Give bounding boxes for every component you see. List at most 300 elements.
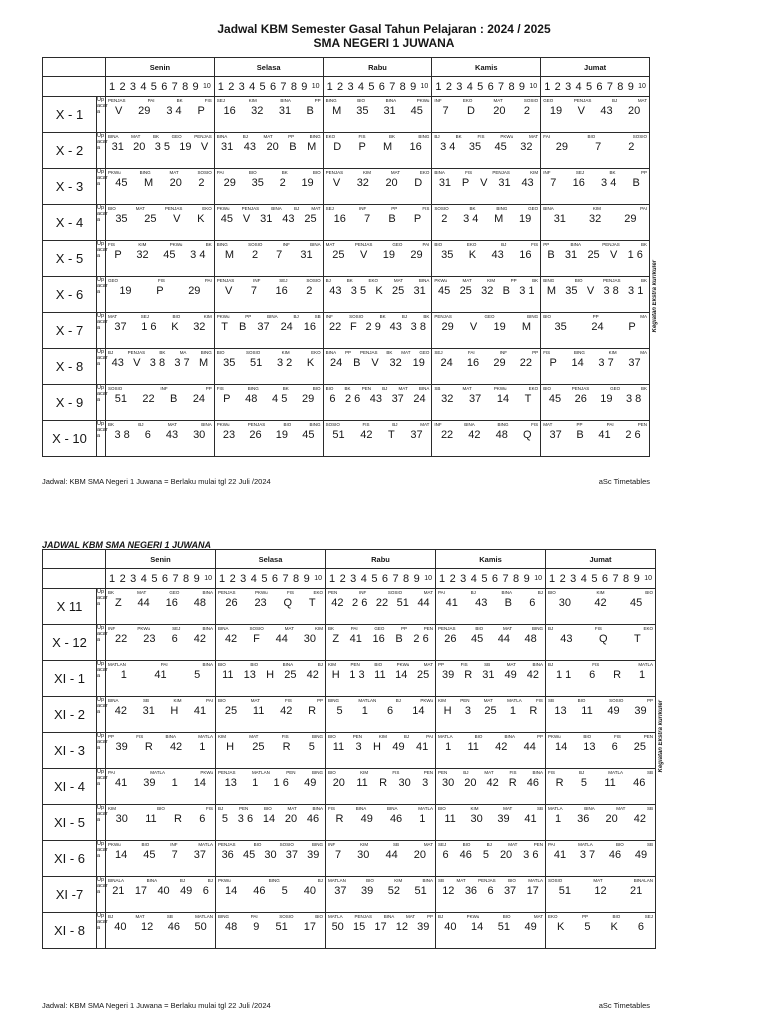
class-row bbox=[43, 769, 656, 805]
schedule-cell bbox=[106, 205, 215, 241]
up-label-part: acar bbox=[97, 667, 108, 673]
teacher-code: V bbox=[242, 213, 251, 225]
schedule-cell bbox=[326, 877, 436, 913]
teacher-codes bbox=[215, 213, 323, 225]
subject-code: KIM bbox=[138, 242, 147, 247]
teacher-code: 41 bbox=[553, 849, 567, 861]
teacher-code: 32 bbox=[441, 393, 454, 405]
teacher-code: 49 bbox=[392, 741, 405, 753]
class-row bbox=[43, 349, 650, 385]
subject-code: SB bbox=[536, 806, 543, 811]
teacher-code: P bbox=[197, 105, 205, 117]
teacher-code: 11 bbox=[252, 705, 265, 717]
subject-code: FIS bbox=[392, 770, 400, 775]
subject-labels bbox=[436, 913, 545, 921]
teacher-code: 7 bbox=[364, 213, 371, 225]
teacher-codes bbox=[326, 633, 435, 645]
period-numbers bbox=[432, 77, 541, 97]
schedule-cell bbox=[214, 349, 323, 385]
teacher-code: 19 bbox=[301, 177, 314, 189]
schedule-cell bbox=[214, 421, 323, 457]
teacher-code: 45 bbox=[630, 597, 643, 609]
teacher-codes bbox=[436, 813, 545, 825]
subject-code: BK bbox=[640, 242, 647, 247]
teacher-codes bbox=[432, 177, 540, 189]
teacher-code: 24 bbox=[330, 357, 343, 369]
subject-code: PP bbox=[576, 422, 583, 427]
subject-code: BJ bbox=[579, 770, 585, 775]
period-number: 9 bbox=[303, 572, 310, 585]
subject-code: MA bbox=[640, 314, 647, 319]
teacher-code: B bbox=[388, 213, 396, 225]
teacher-code: 3 bbox=[355, 741, 362, 753]
teacher-code: 14 bbox=[395, 669, 408, 681]
day-header-row bbox=[43, 58, 650, 77]
teacher-code: 45 bbox=[438, 285, 451, 297]
subject-code: PENJAS bbox=[602, 242, 620, 247]
subject-code: MAT bbox=[250, 698, 260, 703]
teacher-codes bbox=[106, 669, 215, 681]
subject-code: PP bbox=[245, 314, 252, 319]
period-number: 6 bbox=[269, 80, 277, 93]
class-name: XI - 6 bbox=[43, 841, 97, 877]
teacher-code: 3 8 bbox=[114, 429, 130, 441]
footer-note-2: Jadwal: KBM SMA Negeri 1 Juwana = Berlaku mulai tgl 22 Juli /2024 bbox=[42, 1001, 271, 1010]
teacher-code: 16 bbox=[303, 321, 317, 333]
subject-code: MATLA bbox=[418, 806, 433, 811]
subject-code: KIM bbox=[592, 206, 601, 211]
teacher-codes bbox=[326, 741, 435, 753]
teacher-code: 1 6 bbox=[141, 321, 157, 333]
up-label-part: a bbox=[97, 181, 101, 187]
teacher-code: 3 7 bbox=[598, 357, 614, 369]
period-number: 7 bbox=[172, 572, 179, 585]
teacher-code: 17 bbox=[374, 921, 387, 933]
subject-code: PEN bbox=[328, 590, 338, 595]
subject-code: EKO bbox=[643, 626, 653, 631]
teacher-code: 45 bbox=[242, 849, 256, 861]
teacher-code: 46 bbox=[608, 849, 622, 861]
subject-code: BJ bbox=[218, 806, 224, 811]
subject-labels bbox=[546, 877, 655, 885]
subject-code: PAI bbox=[640, 206, 647, 211]
subject-labels bbox=[326, 625, 435, 633]
class-row bbox=[43, 661, 656, 697]
subject-labels bbox=[436, 877, 545, 885]
subject-labels bbox=[541, 133, 649, 141]
subject-code: BK bbox=[152, 134, 159, 139]
schedule-cell bbox=[214, 133, 323, 169]
teacher-code: 43 bbox=[600, 105, 613, 117]
teacher-codes bbox=[432, 105, 540, 117]
teacher-code: K bbox=[375, 285, 383, 297]
subject-code: BK bbox=[423, 314, 430, 319]
subject-code: PKWu bbox=[396, 662, 410, 667]
teacher-code: P bbox=[223, 393, 231, 405]
up-label-part: Up bbox=[97, 169, 105, 175]
up-label bbox=[97, 661, 106, 697]
subject-labels bbox=[436, 661, 545, 669]
subject-code: PKWu bbox=[254, 590, 268, 595]
schedule-cell bbox=[106, 133, 215, 169]
teacher-codes bbox=[216, 885, 325, 897]
subject-labels bbox=[432, 385, 540, 393]
teacher-code: 12 bbox=[141, 921, 154, 933]
subject-code: BIO bbox=[548, 590, 556, 595]
subject-code: PKWu bbox=[493, 386, 507, 391]
subject-code: BJ bbox=[138, 422, 144, 427]
subject-labels bbox=[436, 841, 545, 849]
teacher-code: 19 bbox=[119, 285, 132, 297]
teacher-codes bbox=[216, 777, 325, 789]
teacher-code: 35 bbox=[251, 177, 264, 189]
period-number: 8 bbox=[399, 80, 406, 93]
subject-code: PENJAS bbox=[354, 242, 373, 247]
subject-code: BJ bbox=[108, 914, 114, 919]
teacher-code: R bbox=[335, 813, 344, 825]
schedule-cell bbox=[214, 97, 323, 133]
subject-code: PAI bbox=[426, 734, 433, 739]
schedule-table-1 bbox=[42, 57, 650, 457]
day-header: Senin bbox=[106, 58, 215, 77]
teacher-code: M bbox=[224, 249, 234, 261]
period-number: 7 bbox=[171, 80, 178, 93]
subject-code: MAT bbox=[483, 698, 493, 703]
subject-code: MAT bbox=[137, 590, 147, 595]
schedule-cell bbox=[323, 313, 432, 349]
subject-code: BIO bbox=[253, 842, 262, 847]
teacher-codes bbox=[541, 357, 649, 369]
subject-code: BING bbox=[139, 170, 151, 175]
teacher-code: K bbox=[610, 921, 618, 933]
subject-code: PAI bbox=[548, 842, 555, 847]
subject-code: MAT bbox=[528, 134, 539, 139]
period-number: 10 bbox=[204, 575, 212, 582]
subject-labels bbox=[324, 133, 432, 141]
up-label-part: Up bbox=[97, 205, 105, 211]
subject-code: MATLA bbox=[578, 842, 593, 847]
subject-code: SOSIO bbox=[349, 314, 364, 319]
subject-code: PP bbox=[510, 278, 517, 283]
teacher-code: V bbox=[332, 177, 341, 189]
teacher-codes bbox=[546, 633, 655, 645]
subject-code: BIO bbox=[502, 914, 511, 919]
subject-code: BINA bbox=[202, 662, 213, 667]
subject-code: BING bbox=[200, 350, 212, 355]
teacher-code: 40 bbox=[444, 921, 457, 933]
subject-code: BK bbox=[640, 386, 647, 391]
subject-code: SOSIO bbox=[306, 278, 321, 283]
teacher-code: 3 bbox=[422, 777, 429, 789]
teacher-codes bbox=[106, 321, 214, 333]
subject-code: GEO bbox=[169, 590, 180, 595]
subject-labels bbox=[106, 661, 215, 669]
subject-code: INF bbox=[543, 170, 551, 175]
teacher-code: M bbox=[144, 177, 154, 189]
teacher-code: 29 bbox=[555, 141, 568, 153]
teacher-code: R bbox=[529, 705, 538, 717]
subject-code: PENJAS bbox=[573, 98, 592, 103]
teacher-code: 3 4 bbox=[190, 249, 206, 261]
period-number: 8 bbox=[513, 572, 520, 585]
subject-code: PP bbox=[532, 350, 539, 355]
subject-code: BINA bbox=[387, 806, 398, 811]
subject-code: PP bbox=[426, 914, 433, 919]
subject-code: MAT bbox=[456, 878, 466, 883]
period-number: 3 bbox=[565, 80, 572, 93]
teacher-codes bbox=[326, 813, 435, 825]
teacher-code: 49 bbox=[504, 669, 517, 681]
up-label-part: acar bbox=[97, 703, 108, 709]
up-label bbox=[97, 313, 106, 349]
teacher-code: 29 bbox=[410, 249, 423, 261]
class-row bbox=[43, 313, 650, 349]
period-number: 3 bbox=[350, 572, 357, 585]
schedule-cell bbox=[106, 769, 216, 805]
teacher-code: 37 bbox=[193, 849, 206, 861]
schedule-cell bbox=[541, 421, 650, 457]
teacher-code: 7 bbox=[250, 285, 257, 297]
teacher-codes bbox=[541, 105, 649, 117]
teacher-code: 16 bbox=[223, 105, 236, 117]
schedule-cell bbox=[323, 133, 432, 169]
class-name: X - 8 bbox=[43, 349, 97, 385]
subject-labels bbox=[541, 421, 649, 429]
subject-code: GEO bbox=[419, 350, 430, 355]
subject-code: SOSIO bbox=[523, 98, 539, 103]
subject-code: BJ bbox=[501, 242, 507, 247]
period-number: 5 bbox=[477, 80, 484, 93]
subject-code: SEJ bbox=[172, 626, 181, 631]
up-label bbox=[97, 697, 106, 733]
teacher-codes bbox=[106, 777, 215, 789]
teacher-code: 32 bbox=[389, 357, 402, 369]
teacher-code: 20 bbox=[493, 105, 506, 117]
schedule-cell bbox=[326, 733, 436, 769]
teacher-code: 2 bbox=[628, 141, 635, 153]
subject-code: PAI bbox=[206, 698, 213, 703]
period-number: 6 bbox=[601, 572, 609, 585]
teacher-code: 37 bbox=[391, 393, 404, 405]
teacher-codes bbox=[215, 105, 323, 117]
teacher-code: 45 bbox=[548, 393, 562, 405]
teacher-code: 30 bbox=[442, 777, 455, 789]
teacher-code: 9 bbox=[253, 921, 260, 933]
subject-code: BINA bbox=[312, 806, 323, 811]
up-label-part: acar bbox=[97, 139, 108, 145]
teacher-code: M bbox=[546, 285, 556, 297]
period-number: 6 bbox=[381, 572, 389, 585]
teacher-code: 45 bbox=[410, 105, 423, 117]
teacher-code: 51 bbox=[414, 885, 427, 897]
teacher-code: 3 7 bbox=[579, 849, 596, 861]
schedule-cell bbox=[323, 205, 432, 241]
teacher-codes bbox=[324, 141, 432, 153]
subject-code: MAT bbox=[508, 842, 518, 847]
teacher-code: 31 bbox=[111, 141, 124, 153]
teacher-code: 41 bbox=[445, 597, 458, 609]
teacher-code: 6 bbox=[487, 885, 494, 897]
teacher-code: 51 bbox=[332, 429, 345, 441]
subject-labels bbox=[106, 277, 214, 285]
teacher-code: D bbox=[467, 105, 475, 117]
subject-code: PENJAS bbox=[194, 134, 212, 139]
subject-code: EKO bbox=[368, 278, 379, 283]
subject-code: GEO bbox=[374, 626, 385, 631]
teacher-code: K bbox=[557, 921, 565, 933]
subject-code: MATLA bbox=[507, 698, 522, 703]
teacher-code: 42 bbox=[331, 597, 344, 609]
subject-code: BIO bbox=[616, 842, 624, 847]
day-header: Jumat bbox=[541, 58, 650, 77]
subject-code: BK bbox=[281, 170, 288, 175]
teacher-code: 20 bbox=[628, 105, 641, 117]
subject-code: KIM bbox=[328, 662, 337, 667]
subject-labels bbox=[546, 841, 655, 849]
teacher-code: 17 bbox=[303, 921, 316, 933]
period-number: 5 bbox=[151, 572, 158, 585]
section-heading-2: JADWAL KBM SMA NEGERI 1 JUWANA bbox=[42, 540, 212, 550]
teacher-code: 12 bbox=[594, 885, 607, 897]
subject-code: SB bbox=[392, 842, 399, 847]
schedule-cell bbox=[214, 169, 323, 205]
subject-code: FIS bbox=[108, 242, 116, 247]
subject-code: SOSIO bbox=[434, 206, 449, 211]
subject-code: PAI bbox=[216, 170, 224, 175]
up-label bbox=[97, 877, 106, 913]
teacher-codes bbox=[324, 285, 432, 297]
subject-code: BK bbox=[532, 278, 539, 283]
subject-code: MA bbox=[179, 350, 187, 355]
subject-code: EKO bbox=[325, 134, 336, 139]
teacher-code: 45 bbox=[220, 213, 233, 225]
schedule-cell bbox=[432, 241, 541, 277]
teacher-code: 30 bbox=[115, 813, 128, 825]
schedule-cell bbox=[106, 733, 216, 769]
up-label bbox=[97, 385, 106, 421]
schedule-cell bbox=[541, 133, 650, 169]
teacher-code: 51 bbox=[250, 357, 263, 369]
period-number: 3 bbox=[460, 572, 467, 585]
teacher-code: 19 bbox=[179, 141, 192, 153]
subject-labels bbox=[215, 421, 323, 429]
subject-code: BING bbox=[328, 698, 340, 703]
teacher-code: Z bbox=[332, 633, 340, 645]
subject-code: KIM bbox=[362, 170, 371, 175]
teacher-code: 45 bbox=[115, 177, 128, 189]
subject-labels bbox=[106, 625, 215, 633]
teacher-code: 1 6 bbox=[273, 777, 289, 789]
subject-code: BINA bbox=[267, 314, 278, 319]
subject-code: BJ bbox=[179, 878, 186, 883]
subject-code: BJ bbox=[108, 350, 114, 355]
subject-code: FIS bbox=[358, 134, 366, 139]
subject-code: FIS bbox=[157, 278, 165, 283]
school-name: SMA NEGERI 1 JUWANA bbox=[313, 36, 455, 50]
subject-code: PAI bbox=[438, 590, 445, 595]
period-number: 2 bbox=[228, 80, 235, 93]
teacher-code: 37 bbox=[114, 321, 127, 333]
teacher-codes bbox=[106, 105, 214, 117]
subject-code: FIS bbox=[465, 170, 473, 175]
period-number: 6 bbox=[161, 80, 168, 93]
subject-code: BIO bbox=[357, 98, 365, 103]
teacher-code: V bbox=[114, 105, 123, 117]
up-label bbox=[97, 421, 106, 457]
subject-code: BIO bbox=[315, 914, 323, 919]
subject-code: BJ bbox=[463, 770, 469, 775]
teacher-code: 14 bbox=[225, 885, 238, 897]
subject-code: BK bbox=[282, 386, 289, 391]
period-number: 3 bbox=[240, 572, 247, 585]
subject-labels bbox=[324, 421, 432, 429]
schedule-cell bbox=[106, 877, 216, 913]
subject-labels bbox=[215, 385, 323, 393]
schedule-cell bbox=[106, 913, 216, 949]
teacher-code: M bbox=[521, 321, 532, 333]
up-label-part: a bbox=[97, 361, 101, 367]
teacher-code: 17 bbox=[526, 885, 539, 897]
subject-code: BIO bbox=[218, 698, 226, 703]
teacher-code: 46 bbox=[526, 777, 539, 789]
subject-code: INF bbox=[170, 842, 178, 847]
schedule-cell bbox=[216, 733, 326, 769]
teacher-code: 19 bbox=[493, 321, 506, 333]
subject-code: PKWu bbox=[420, 698, 433, 703]
teacher-code: 3 1 bbox=[519, 285, 535, 297]
subject-code: KIM bbox=[248, 98, 257, 103]
schedule-cell bbox=[106, 421, 215, 457]
subject-code: BIO bbox=[475, 626, 484, 631]
period-number: 3 bbox=[347, 80, 354, 93]
period-numbers bbox=[323, 77, 432, 97]
period-number: 7 bbox=[392, 572, 399, 585]
up-label-part: Up bbox=[97, 589, 105, 595]
subject-code: GEO bbox=[392, 242, 403, 247]
subject-labels bbox=[546, 697, 655, 705]
teacher-code: 45 bbox=[494, 141, 507, 153]
subject-code: FAI bbox=[543, 134, 550, 139]
subject-code: MAT bbox=[249, 734, 259, 739]
period-number: 1 bbox=[109, 80, 116, 93]
schedule-cell bbox=[216, 589, 326, 625]
schedule-cell bbox=[323, 349, 432, 385]
teacher-code: T bbox=[524, 393, 532, 405]
subject-code: PEN bbox=[423, 770, 433, 775]
subject-labels bbox=[326, 697, 435, 705]
schedule-cell bbox=[323, 385, 432, 421]
subject-labels bbox=[546, 661, 655, 669]
subject-code: MAT bbox=[135, 206, 145, 211]
period-number: 7 bbox=[498, 80, 505, 93]
subject-code: PP bbox=[288, 134, 295, 139]
teacher-code: 42 bbox=[486, 777, 499, 789]
subject-code: BING bbox=[573, 350, 585, 355]
schedule-cell bbox=[106, 169, 215, 205]
teacher-code: V bbox=[133, 357, 141, 369]
period-row bbox=[43, 77, 650, 97]
subject-code: MAT bbox=[131, 134, 141, 139]
subject-code: BINA bbox=[543, 206, 554, 211]
class-name: X - 6 bbox=[43, 277, 97, 313]
subject-labels bbox=[215, 169, 323, 177]
teacher-codes bbox=[546, 813, 655, 825]
up-label-part: acar bbox=[97, 883, 108, 889]
teacher-code: 14 bbox=[496, 393, 510, 405]
period-number: 9 bbox=[523, 572, 530, 585]
teacher-code: 39 bbox=[307, 849, 320, 861]
subject-code: MAT bbox=[325, 242, 335, 247]
